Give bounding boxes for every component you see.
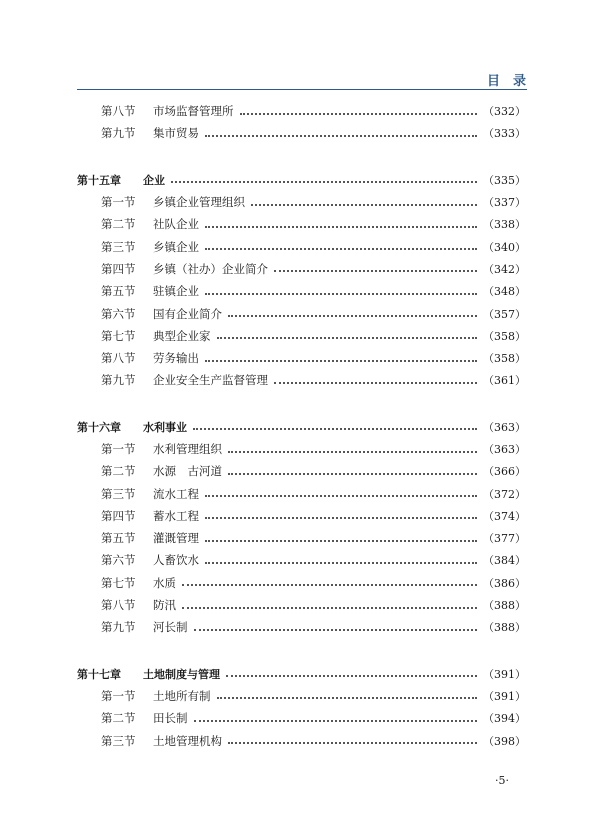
dot-leader (205, 292, 477, 295)
group-gap (77, 392, 526, 416)
entry-label: 第十七章 (77, 667, 121, 681)
dot-leader (171, 180, 477, 183)
page-number: ·5· (495, 774, 509, 787)
entry-label: 第八节 (101, 598, 136, 613)
entry-label: 第四节 (101, 261, 136, 276)
entry-page: （388） (483, 621, 526, 635)
toc-section-entry (77, 122, 526, 144)
entry-label: 第五节 (101, 284, 136, 299)
toc-section-entry (77, 369, 526, 391)
toc-section-entry (77, 685, 526, 707)
dot-leader (205, 561, 477, 564)
entry-page: （332） (483, 105, 526, 119)
entry-title: 土地制度与管理 (143, 667, 220, 681)
entry-title: 劳务输出 (153, 351, 199, 366)
toc-section-entry (77, 707, 526, 729)
entry-title: 企业安全生产监督管理 (153, 373, 268, 388)
toc-section-entry (77, 213, 526, 235)
entry-title: 田长制 (153, 711, 188, 726)
entry-title: 乡镇企业管理组织 (153, 195, 245, 210)
entry-title: 乡镇企业 (153, 239, 199, 254)
toc-section-entry (77, 347, 526, 369)
entry-page: （340） (483, 240, 526, 254)
entry-label: 第九节 (101, 126, 136, 141)
dot-leader (205, 494, 477, 497)
dot-leader (226, 674, 477, 677)
dot-leader (274, 269, 477, 272)
entry-title: 市场监督管理所 (153, 104, 234, 119)
entry-label: 第四节 (101, 508, 136, 523)
toc-section-entry (77, 729, 526, 751)
toc-chapter-entry (77, 416, 526, 438)
entry-label: 第八节 (101, 104, 136, 119)
toc-section-entry (77, 100, 526, 122)
dot-leader (205, 539, 477, 542)
toc-section-entry (77, 258, 526, 280)
entry-page: （386） (483, 576, 526, 590)
toc-section-entry (77, 572, 526, 594)
entry-title: 土地管理机构 (153, 733, 222, 748)
dot-leader (193, 427, 477, 430)
dot-leader (251, 203, 477, 206)
entry-page: （388） (483, 599, 526, 613)
entry-page: （363） (483, 443, 526, 456)
entry-title: 集市贸易 (153, 126, 199, 141)
entry-label: 第三节 (101, 239, 136, 254)
entry-page: （357） (483, 307, 526, 321)
entry-title: 水源 古河道 (153, 464, 222, 479)
dot-leader (240, 112, 478, 115)
dot-leader (194, 628, 478, 631)
entry-page: （361） (483, 374, 526, 388)
entry-title: 典型企业家 (153, 328, 211, 343)
entry-label: 第二节 (101, 217, 136, 232)
entry-label: 第三节 (101, 486, 136, 501)
dot-leader (194, 719, 478, 722)
toc-section-entry (77, 235, 526, 257)
toc-section-entry (77, 438, 526, 460)
entry-page: （342） (483, 262, 526, 276)
entry-label: 第十六章 (77, 420, 121, 434)
entry-page: （366） (483, 465, 526, 479)
dot-leader (228, 741, 477, 744)
entry-title: 乡镇（社办）企业简介 (153, 261, 268, 276)
entry-label: 第六节 (101, 553, 136, 568)
entry-label: 第九节 (101, 620, 136, 635)
toc-section-entry (77, 549, 526, 571)
dot-leader (205, 516, 477, 519)
entry-page: （333） (483, 127, 526, 141)
dot-leader (182, 606, 477, 609)
toc-section-entry (77, 505, 526, 527)
entry-page: （335） (483, 173, 526, 187)
entry-label: 第五节 (101, 531, 136, 546)
entry-label: 第二节 (101, 711, 136, 726)
entry-label: 第十五章 (77, 173, 121, 187)
dot-leader (217, 696, 478, 699)
entry-label: 第六节 (101, 306, 136, 321)
entry-title: 流水工程 (153, 486, 199, 501)
dot-leader (217, 336, 478, 339)
toc-section-entry (77, 280, 526, 302)
entry-title: 灌溉管理 (153, 531, 199, 546)
header-rule (77, 89, 527, 90)
entry-title: 蓄水工程 (153, 508, 199, 523)
dot-leader (228, 450, 477, 453)
entry-page: （398） (483, 734, 526, 748)
group-gap (77, 145, 526, 169)
table-of-contents (77, 100, 526, 752)
entry-page: （372） (483, 487, 526, 501)
entry-title: 水质 (153, 575, 176, 590)
entry-page: （374） (483, 509, 526, 523)
entry-label: 第一节 (101, 442, 136, 456)
entry-title: 社队企业 (153, 217, 199, 232)
entry-title: 土地所有制 (153, 688, 211, 703)
entry-title: 防汛 (153, 598, 176, 613)
entry-page: （377） (483, 532, 526, 546)
entry-page: （358） (483, 352, 526, 366)
dot-leader (274, 381, 477, 384)
entry-page: （391） (483, 689, 526, 703)
entry-label: 第七节 (101, 575, 136, 590)
entry-label: 第八节 (101, 351, 136, 366)
entry-page: （337） (483, 196, 526, 210)
entry-page: （394） (483, 712, 526, 726)
dot-leader (205, 134, 477, 137)
entry-label: 第一节 (101, 195, 136, 210)
dot-leader (205, 247, 477, 250)
entry-title: 人畜饮水 (153, 553, 199, 568)
entry-title: 国有企业简介 (153, 306, 222, 321)
running-header-title: 目 录 (486, 74, 526, 89)
entry-title: 水利事业 (143, 420, 187, 434)
toc-chapter-entry (77, 169, 526, 191)
entry-title: 驻镇企业 (153, 284, 199, 299)
dot-leader (182, 583, 477, 586)
group-gap (77, 639, 526, 663)
entry-label: 第二节 (101, 464, 136, 479)
toc-section-entry (77, 616, 526, 638)
entry-page: （348） (483, 285, 526, 299)
entry-title: 河长制 (153, 620, 188, 635)
toc-chapter-entry (77, 663, 526, 685)
dot-leader (228, 472, 477, 475)
toc-section-entry (77, 191, 526, 213)
entry-page: （338） (483, 218, 526, 232)
entry-page: （358） (483, 329, 526, 343)
toc-section-entry (77, 482, 526, 504)
toc-section-entry (77, 325, 526, 347)
entry-label: 第三节 (101, 733, 136, 748)
dot-leader (205, 359, 477, 362)
entry-label: 第九节 (101, 373, 136, 388)
entry-page: （384） (483, 554, 526, 568)
toc-section-entry (77, 302, 526, 324)
entry-label: 第一节 (101, 688, 136, 703)
toc-section-entry (77, 594, 526, 616)
dot-leader (228, 314, 477, 317)
entry-title: 水利管理组织 (153, 442, 222, 456)
entry-label: 第七节 (101, 328, 136, 343)
entry-title: 企业 (143, 173, 165, 187)
entry-page: （391） (483, 667, 526, 681)
toc-section-entry (77, 460, 526, 482)
dot-leader (205, 225, 477, 228)
entry-page: （363） (483, 420, 526, 434)
toc-section-entry (77, 527, 526, 549)
